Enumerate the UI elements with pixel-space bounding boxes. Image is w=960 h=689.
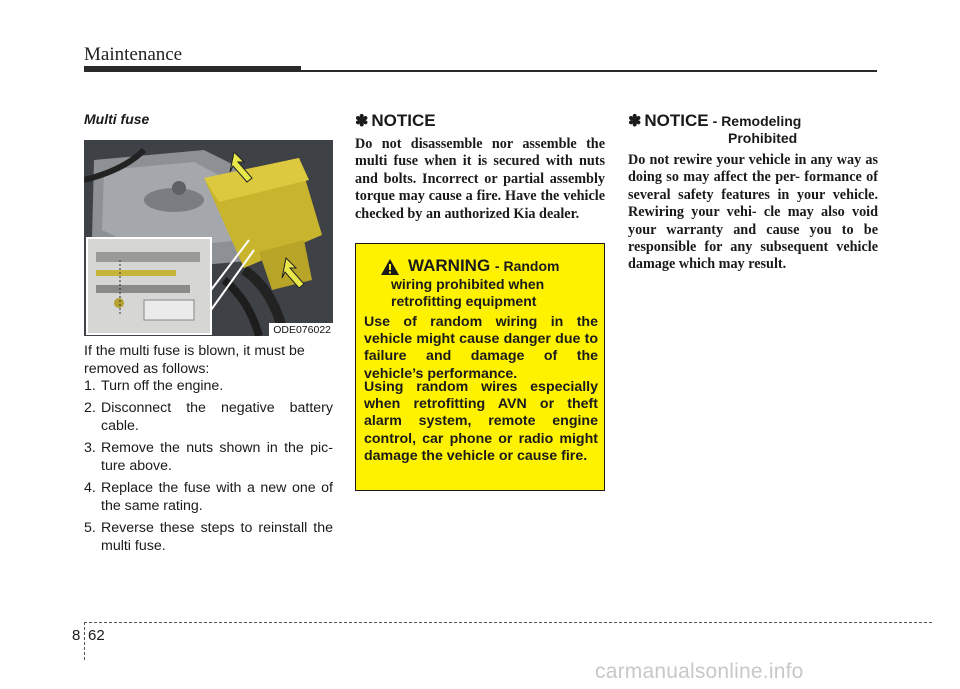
notice-heading: ✽ NOTICE <box>355 111 436 130</box>
list-item: 3. Remove the nuts shown in the pic- ture above. <box>84 440 333 474</box>
notice-heading: ✽ NOTICE - Remodeling <box>628 111 802 130</box>
notice-subtitle-line2: Prohibited <box>728 130 798 146</box>
notice-text: Do not disassemble nor assemble the multi fuse when it is secured with nuts and bolts. Incorrect or partial assembly torque may cause a fire. Have the vehicle checked by an authorized Kia dealer. <box>355 136 605 222</box>
removal-steps <box>84 377 333 559</box>
footer-divider <box>84 622 85 660</box>
list-item: 2. Disconnect the negative battery cable. <box>84 400 333 434</box>
warning-title: WARNING - Random <box>408 256 560 275</box>
warning-box <box>355 243 605 491</box>
warning-paragraph: Use of random wiring in the vehicle might cause danger due to failure and damage of the vehicle’s performance. <box>364 314 598 382</box>
notice-text: Do not rewire your vehicle in any way as doing so may affect the per- formance of several safety features in your vehicle. Rewiring your vehi- cle may also void your warranty and cause you to be responsible for any subsequent vehicle damage which may result. <box>628 152 878 273</box>
notice-subtitle: - Remodeling <box>712 113 802 129</box>
list-item: 5. Reverse these steps to reinstall the multi fuse. <box>84 520 333 554</box>
notice-star-icon: ✽ <box>628 113 642 130</box>
footer-rule <box>84 622 932 623</box>
intro-paragraph: If the multi fuse is blown, it must be removed as follows: <box>84 343 305 377</box>
watermark: carmanualsonline.info <box>595 660 804 683</box>
warning-paragraph: Using random wires especially when retrofitting AVN or theft alarm system, remote engine control, car phone or radio might damage the vehicle or cause fire. <box>364 379 598 464</box>
warning-triangle-icon <box>380 258 400 276</box>
list-item: 1. Turn off the engine. <box>84 378 224 394</box>
header-rule-thick <box>84 66 301 72</box>
warning-subtitle: wiring prohibited when retrofitting equipment <box>391 276 545 309</box>
header-rule-thin <box>301 70 877 72</box>
notice-star-icon: ✽ <box>355 113 369 130</box>
multi-fuse-figure <box>84 140 333 336</box>
list-item: 4. Replace the fuse with a new one of the same rating. <box>84 480 333 514</box>
figure-code: ODE076022 <box>269 323 333 336</box>
page-number: 62 <box>88 627 105 644</box>
section-title: Maintenance <box>84 44 183 65</box>
chapter-number: 8 <box>72 627 81 644</box>
engine-bay-illustration <box>84 140 333 336</box>
multi-fuse-heading: Multi fuse <box>84 111 150 127</box>
